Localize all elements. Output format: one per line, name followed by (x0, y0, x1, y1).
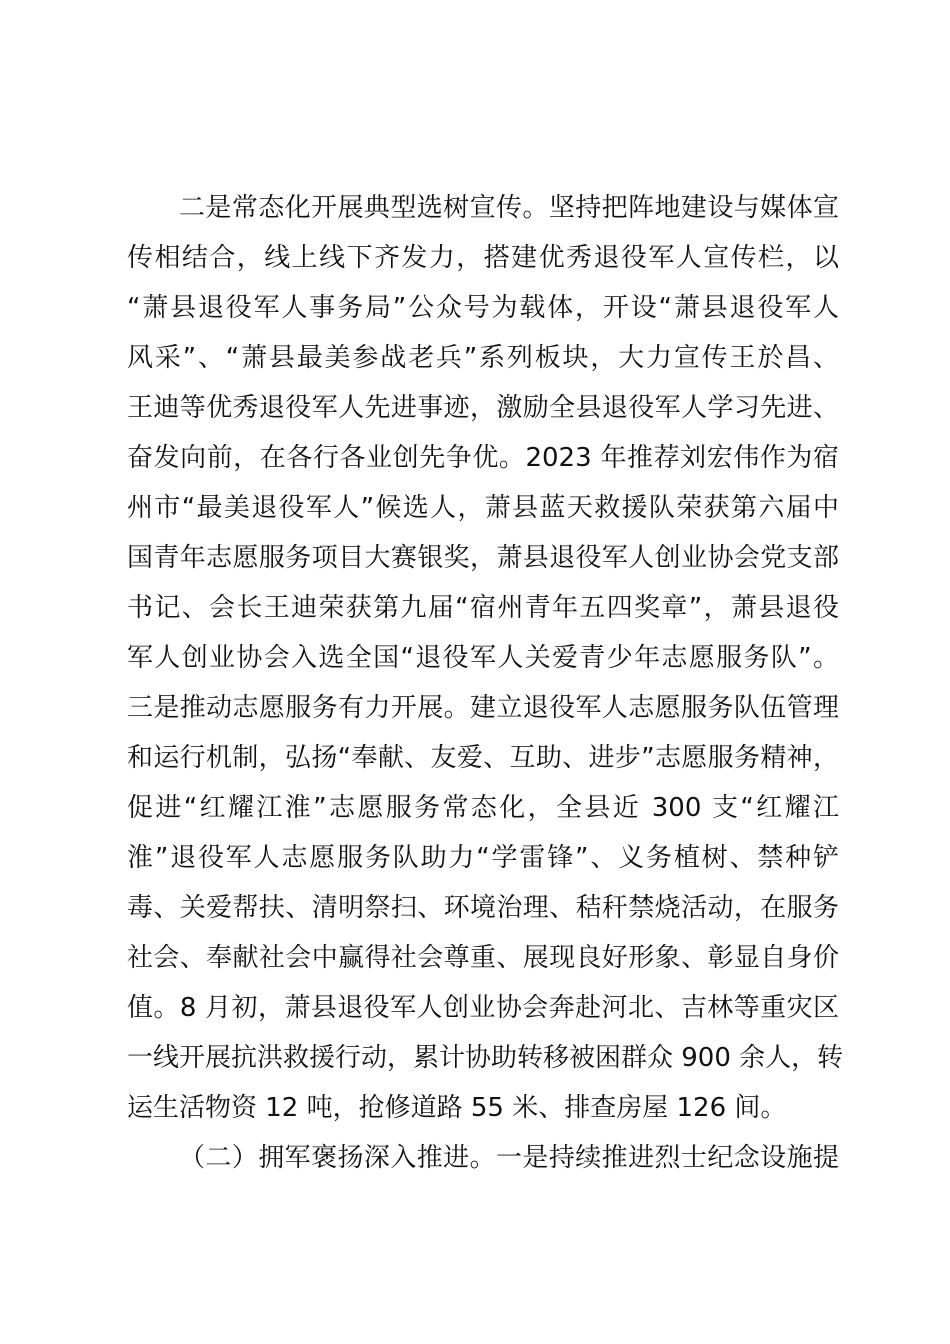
text-line: 值。8 月初，萧县退役军人创业协会奔赴河北、吉林等重灾区 (127, 993, 839, 1023)
text-line: 运生活物资 12 吨，抢修道路 55 米、排查房屋 126 间。 (127, 1093, 787, 1123)
text-line: 二是常态化开展典型选树宣传。坚持把阵地建设与媒体宣 (179, 193, 839, 223)
text-line: 书记、会长王迪荣获第九届“宿州青年五四奖章”，萧县退役 (127, 593, 839, 623)
text-line: 和运行机制，弘扬“奉献、友爱、互助、进步”志愿服务精神， (127, 743, 839, 773)
text-line: 军人创业协会入选全国“退役军人关爱青少年志愿服务队”。 (127, 643, 839, 673)
text-line: 州市“最美退役军人”候选人，萧县蓝天救援队荣获第六届中 (127, 493, 839, 523)
text-line: “萧县退役军人事务局”公众号为载体，开设“萧县退役军人 (127, 293, 839, 323)
section-heading-line: （二）拥军褒扬深入推进。一是持续推进烈士纪念设施提 (179, 1143, 839, 1173)
text-line: 促进“红耀江淮”志愿服务常态化，全县近 300 支“红耀江 (127, 793, 839, 823)
text-line: 社会、奉献社会中赢得社会尊重、展现良好形象、彰显自身价 (127, 943, 839, 973)
text-line: 淮”退役军人志愿服务队助力“学雷锋”、义务植树、禁种铲 (127, 843, 839, 873)
text-line: 一线开展抗洪救援行动，累计协助转移被困群众 900 余人，转 (127, 1043, 844, 1073)
text-line: 王迪等优秀退役军人先进事迹，激励全县退役军人学习先进、 (127, 393, 839, 423)
text-line: 三是推动志愿服务有力开展。建立退役军人志愿服务队伍管理 (127, 693, 839, 723)
body-text (127, 183, 844, 1183)
text-line: 毒、关爱帮扶、清明祭扫、环境治理、秸秆禁烧活动，在服务 (127, 893, 839, 923)
text-line: 国青年志愿服务项目大赛银奖，萧县退役军人创业协会党支部 (127, 543, 839, 573)
text-line: 传相结合，线上线下齐发力，搭建优秀退役军人宣传栏，以 (127, 243, 839, 273)
text-line: 奋发向前，在各行各业创先争优。2023 年推荐刘宏伟作为宿 (127, 443, 839, 473)
text-line: 风采”、“萧县最美参战老兵”系列板块，大力宣传王於昌、 (127, 343, 839, 373)
